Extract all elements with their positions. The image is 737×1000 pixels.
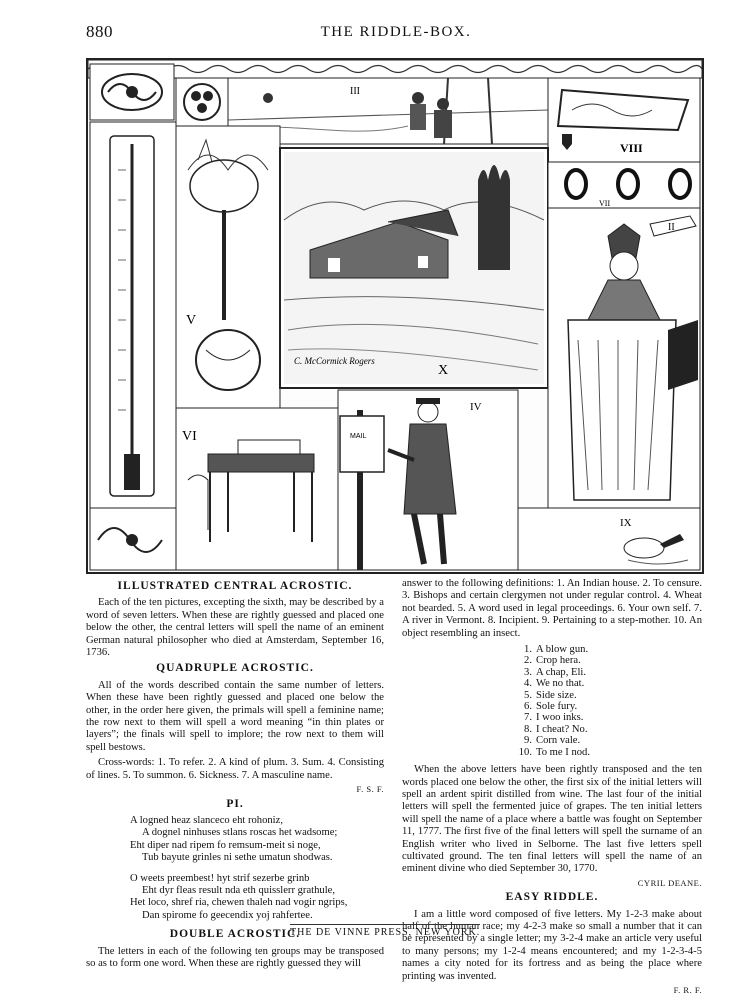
picture-x-landscape — [280, 148, 548, 388]
list-item: 5. Side size. — [524, 689, 577, 701]
double-acrostic-continued: answer to the following definitions: 1. An Indian house. 2. To censure. 3. Bishops and certain clergymen not under regular control. 4. Wheat not bearded. 5. A word used in legal proceedings. 6. Your own self. 7. A river in Vermont. 8. Incipient. 9. Pertaining to a step-mother. 10. An object resembling an insect. — [402, 578, 702, 639]
ornamental-border — [88, 60, 702, 78]
easy-riddle-text: I am a little word composed of five letters. My 1-2-3 make about half of the human race; my 4-2-3 make so small a number that it can be represented by a single letter; my 3-2-4 make an article very useful to many persons; my 1-2-4 means encountered; and my 1-2-3-4-5 names a city noted for its fortress and as being the place where printing was invented. — [402, 908, 702, 982]
picture-viii-emblem — [548, 78, 700, 162]
list-item: 8. I cheat? No. — [524, 723, 588, 735]
pi-line: A dognel ninhuses stlans roscas het wadsome; — [142, 827, 338, 839]
label-vi: VI — [182, 429, 197, 444]
list-item: 6. Sole fury. — [524, 701, 578, 713]
double-acrostic-text: The letters in each of the following ten groups may be transposed so as to form one word. When these are rightly guessed they will — [86, 945, 384, 969]
list-item: 4. We no that. — [524, 678, 585, 690]
label-viii: VIII — [620, 141, 643, 155]
label-ix: IX — [620, 517, 632, 529]
list-item: 1. A blow gun. — [524, 644, 589, 656]
picture-vi-desk — [176, 408, 338, 570]
pi-line: O weets preembest! hyt strif sezerbe grinb — [130, 872, 310, 884]
quadruple-cross-words: Cross-words: 1. To refer. 2. A kind of plum. 3. Sum. 4. Consisting of lines. 5. To summon. 6. Sickness. 7. A masculine name. — [86, 757, 384, 781]
illustrated-acrostic-title: ILLUSTRATED CENTRAL ACROSTIC. — [117, 580, 353, 592]
transposition-explanation: When the above letters have been rightly transposed and the ten words placed one below the other, the first six of the initial letters will spell an ardent spirit distilled from wine. The last four of the initial letters will spell the fermented juice of grapes. The ten initial letters will spell the name of a place where a battle was fought on September 11, 1777. The first five of the final letters will spell the surname of an English writer who lived in Selborne. The last five letters spell cultivated ground. The ten final letters will spell the name of an eminent divine who died September 30, 1770. — [402, 764, 702, 875]
label-vii: VII — [599, 199, 611, 208]
easy-riddle-title: EASY RIDDLE. — [505, 891, 599, 904]
label-x: X — [438, 363, 449, 378]
illustrated-acrostic-text: Each of the ten pictures, excepting the sixth, may be described by a word of seven letters. When these are rightly guessed and placed one below the other, the central letters will spell the name of an eminent German natural philosopher who died at Amsterdam, September 16, 1736. — [86, 597, 384, 659]
picture-v-vase — [176, 126, 280, 408]
pi-line: A logned heaz slanceco eht rohoniz, — [130, 814, 283, 826]
pi-verse — [130, 815, 384, 922]
list-item: 9. Corn vale. — [524, 735, 581, 747]
list-item: 2. Crop hera. — [524, 655, 581, 667]
pi-line: Eht dyr fleas result nda eth quisslerr grathule, — [142, 884, 335, 896]
quadruple-acrostic-title: QUADRUPLE ACROSTIC. — [156, 662, 314, 675]
pi-line: Dan spirome fo geecendix yoj rahfertee. — [142, 909, 313, 921]
running-title: THE RIDDLE-BOX. — [320, 24, 472, 40]
trefoil-emblem — [176, 78, 228, 126]
thermometer-picture — [90, 122, 176, 508]
mailbox-label: MAIL — [350, 433, 367, 440]
pi-line: Tub bayute grinles ni sethe umatun shodwas. — [142, 852, 333, 864]
illustration-svg — [88, 60, 702, 572]
list-item: 7. I woo inks. — [524, 712, 584, 724]
pi-line: Eht diper nad ripem fo remsum-meit si noge, — [130, 839, 321, 851]
double-acrostic-title: DOUBLE ACROSTIC. — [169, 928, 301, 941]
quadruple-signature: F. S. F. — [356, 784, 384, 795]
top-left-ornament — [90, 64, 174, 120]
picture-vii-circles — [548, 162, 700, 208]
printer-footer: THE DE VINNE PRESS, NEW YORK. — [290, 924, 480, 938]
pi-line: Het loco, shref ria, chewen thaleh nad vogir ngrips, — [130, 897, 348, 909]
left-column — [86, 578, 384, 973]
pi-title: PI. — [226, 797, 244, 810]
artist-signature: C. McCormick Rogers — [294, 356, 375, 366]
page-number: 880 — [86, 22, 113, 41]
illustrated-acrostic-picture — [86, 58, 704, 574]
label-v: V — [186, 313, 197, 328]
picture-iv-postman — [338, 390, 518, 570]
page-header — [86, 22, 706, 44]
picture-ii-knight — [548, 208, 700, 508]
bottom-left-ornament — [90, 508, 176, 570]
label-ii: II — [668, 222, 675, 233]
list-item: 3. A chap, Eli. — [524, 666, 587, 678]
quadruple-acrostic-text: All of the words described contain the same number of letters. When these have been rightly guessed and placed one below the other, in the order here given, the primals will spell a feminine name; the row next to them will spell a word meaning “in thin plates or layers”; the finals will spell to implore; the row next to them will spell bestows. — [86, 679, 384, 753]
label-iv: IV — [470, 401, 482, 413]
transposition-list — [512, 644, 702, 758]
list-item: 10. To me I nod. — [518, 746, 590, 758]
easy-riddle-signature: F. R. F. — [673, 985, 702, 995]
double-acrostic-signature: CYRIL DEANE. — [637, 877, 702, 888]
picture-ix-pelican — [518, 508, 700, 570]
label-iii: III — [350, 86, 360, 97]
